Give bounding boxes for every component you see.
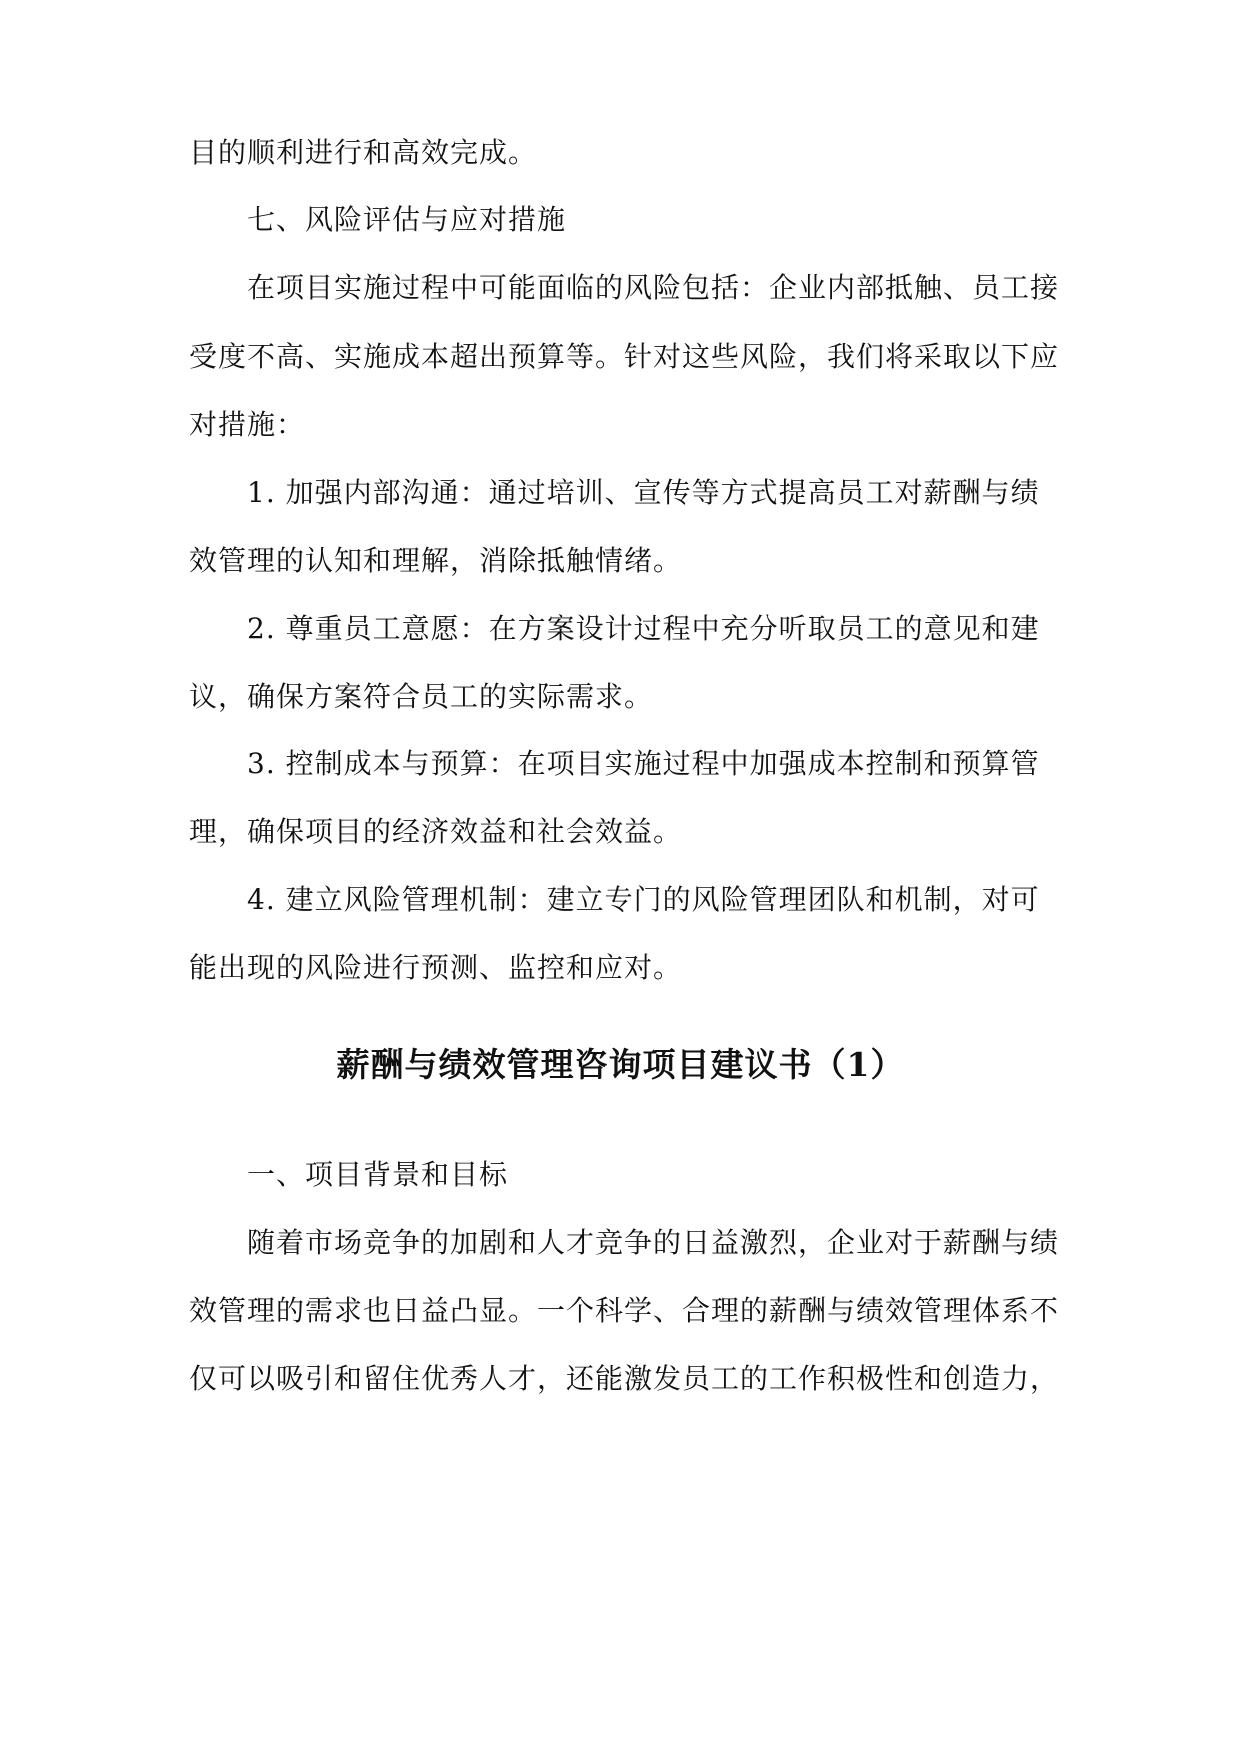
list-item-line: 能出现的风险进行预测、监控和应对。: [189, 951, 683, 984]
list-item-line: 理，确保项目的经济效益和社会效益。: [189, 815, 683, 848]
list-item-line: 4. 建立风险管理机制：建立专门的风险管理团队和机制，对可: [247, 883, 1040, 916]
section-heading: 七、风险评估与应对措施: [247, 203, 567, 236]
list-item-line: 效管理的认知和理解，消除抵触情绪。: [189, 544, 683, 577]
paragraph-line: 在项目实施过程中可能面临的风险包括：企业内部抵触、员工接: [247, 271, 1060, 304]
paragraph-line: 受度不高、实施成本超出预算等。针对这些风险，我们将采取以下应: [189, 340, 1060, 373]
paragraph-line: 随着市场竞争的加剧和人才竞争的日益激烈，企业对于薪酬与绩: [247, 1226, 1060, 1259]
paragraph-line: 仅可以吸引和留住优秀人才，还能激发员工的工作积极性和创造力，: [189, 1362, 1060, 1395]
list-item-line: 议，确保方案符合员工的实际需求。: [189, 680, 654, 713]
list-item-line: 1. 加强内部沟通：通过培训、宣传等方式提高员工对薪酬与绩: [247, 476, 1040, 509]
section-heading: 一、项目背景和目标: [247, 1158, 509, 1191]
paragraph-line: 效管理的需求也日益凸显。一个科学、合理的薪酬与绩效管理体系不: [189, 1294, 1060, 1327]
paragraph-line: 目的顺利进行和高效完成。: [189, 136, 538, 169]
list-item-line: 3. 控制成本与预算：在项目实施过程中加强成本控制和预算管: [247, 747, 1040, 780]
paragraph-line: 对措施：: [189, 408, 306, 441]
list-item-line: 2. 尊重员工意愿：在方案设计过程中充分听取员工的意见和建: [247, 612, 1040, 645]
document-title: 薪酬与绩效管理咨询项目建议书（1）: [336, 1045, 905, 1084]
